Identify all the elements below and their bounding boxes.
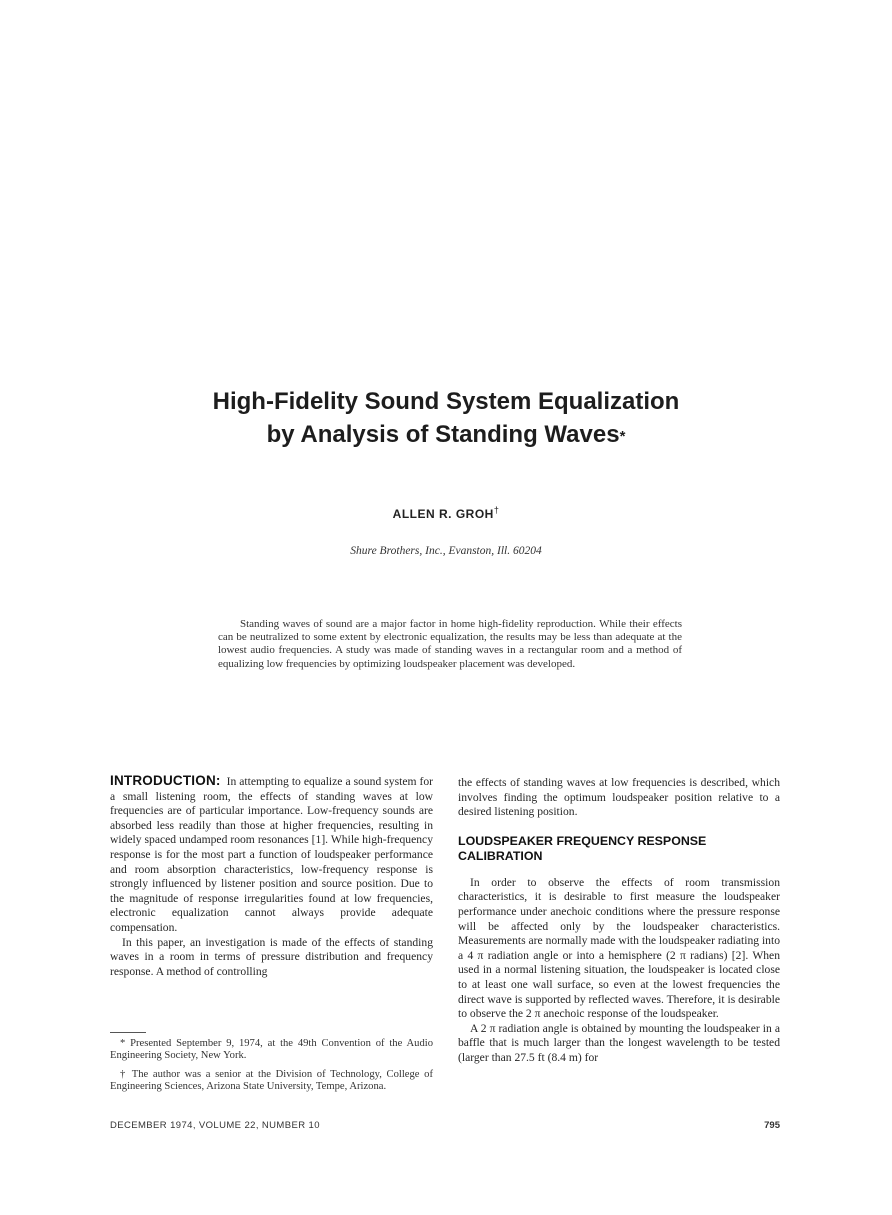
- journal-issue: DECEMBER 1974, VOLUME 22, NUMBER 10: [110, 1120, 320, 1131]
- intro-paragraph-2: In this paper, an investigation is made of the effects of standing waves in a room in terms of pressure distribution and frequency response. A method of controlling: [110, 935, 433, 978]
- col2-paragraph-1: the effects of standing waves at low frequencies is described, which involves finding the optimum loudspeaker position relative to a desired listening position.: [458, 776, 780, 819]
- author-name: ALLEN R. GROH: [392, 507, 494, 521]
- footnotes: [110, 1038, 433, 1100]
- author-footnote-mark: †: [493, 505, 500, 515]
- title-line-2: [0, 418, 892, 451]
- title-line-2-text: by Analysis of Standing Waves: [266, 421, 620, 448]
- title-footnote-mark: *: [619, 428, 626, 445]
- author: [0, 505, 892, 521]
- column-left: [110, 774, 433, 979]
- abstract: Standing waves of sound are a major factor in home high-fidelity reproduction. While their effects can be neutralized to some extent by electronic equalization, the results may be less than adequate at the lowest audio frequencies. A study was made of standing waves in a rectangular room and a method of equalizing low frequencies by optimizing loudspeaker placement was developed.: [218, 618, 682, 670]
- intro-heading: INTRODUCTION:: [110, 773, 221, 788]
- page-number: 795: [764, 1120, 780, 1131]
- footnote-rule: [110, 1032, 146, 1033]
- footnote-1: * Presented September 9, 1974, at the 49th Convention of the Audio Engineering Society, New York.: [110, 1038, 433, 1062]
- intro-paragraph-1: [110, 774, 433, 936]
- affiliation: Shure Brothers, Inc., Evanston, Ill. 60204: [350, 545, 542, 557]
- paper-title: [0, 385, 892, 451]
- intro-paragraph-1-text: In attempting to equalize a sound system for a small listening room, the effects of standing waves at low frequencies are of particular importance. Low-frequency sounds are absorbed less readily than those at higher frequencies, resulting in widely spaced undamped room resonances [1]. While high-frequency response is for the most part a function of loudspeaker performance and room absorption characteristics, low-frequency response is strongly influenced by listener position and source position. Due to the magnitude of response irregularities found at low frequencies, electronic equalization cannot always provide adequate compensation.: [110, 775, 433, 934]
- footnote-2: † The author was a senior at the Division of Technology, College of Engineering Sciences, Arizona State University, Tempe, Arizona.: [110, 1068, 433, 1093]
- column-right: [458, 776, 780, 1066]
- title-line-1: High-Fidelity Sound System Equalization: [212, 388, 680, 415]
- col2-paragraph-2: In order to observe the effects of room transmission characteristics, it is desirable to first measure the loudspeaker performance under anechoic conditions where the pressure response will be affected only by the loudspeaker characteristics. Measurements are normally made with the loudspeaker radiating into a 4 π radiation angle or into a hemisphere (2 π radians) [2]. When used in a normal listening situation, the loudspeaker is located close to at least one wall surface, so even at the lowest frequencies the direct wave is supported by reflected waves. Therefore, it is desirable to observe the 2 π anechoic response of the loudspeaker.: [458, 875, 780, 1021]
- section-heading: LOUDSPEAKER FREQUENCY RESPONSE CALIBRATION: [458, 833, 707, 863]
- col2-paragraph-3: A 2 π radiation angle is obtained by mounting the loudspeaker in a baffle that is much larger than the longest wavelength to be tested (larger than 27.5 ft (8.4 m) for: [458, 1021, 780, 1064]
